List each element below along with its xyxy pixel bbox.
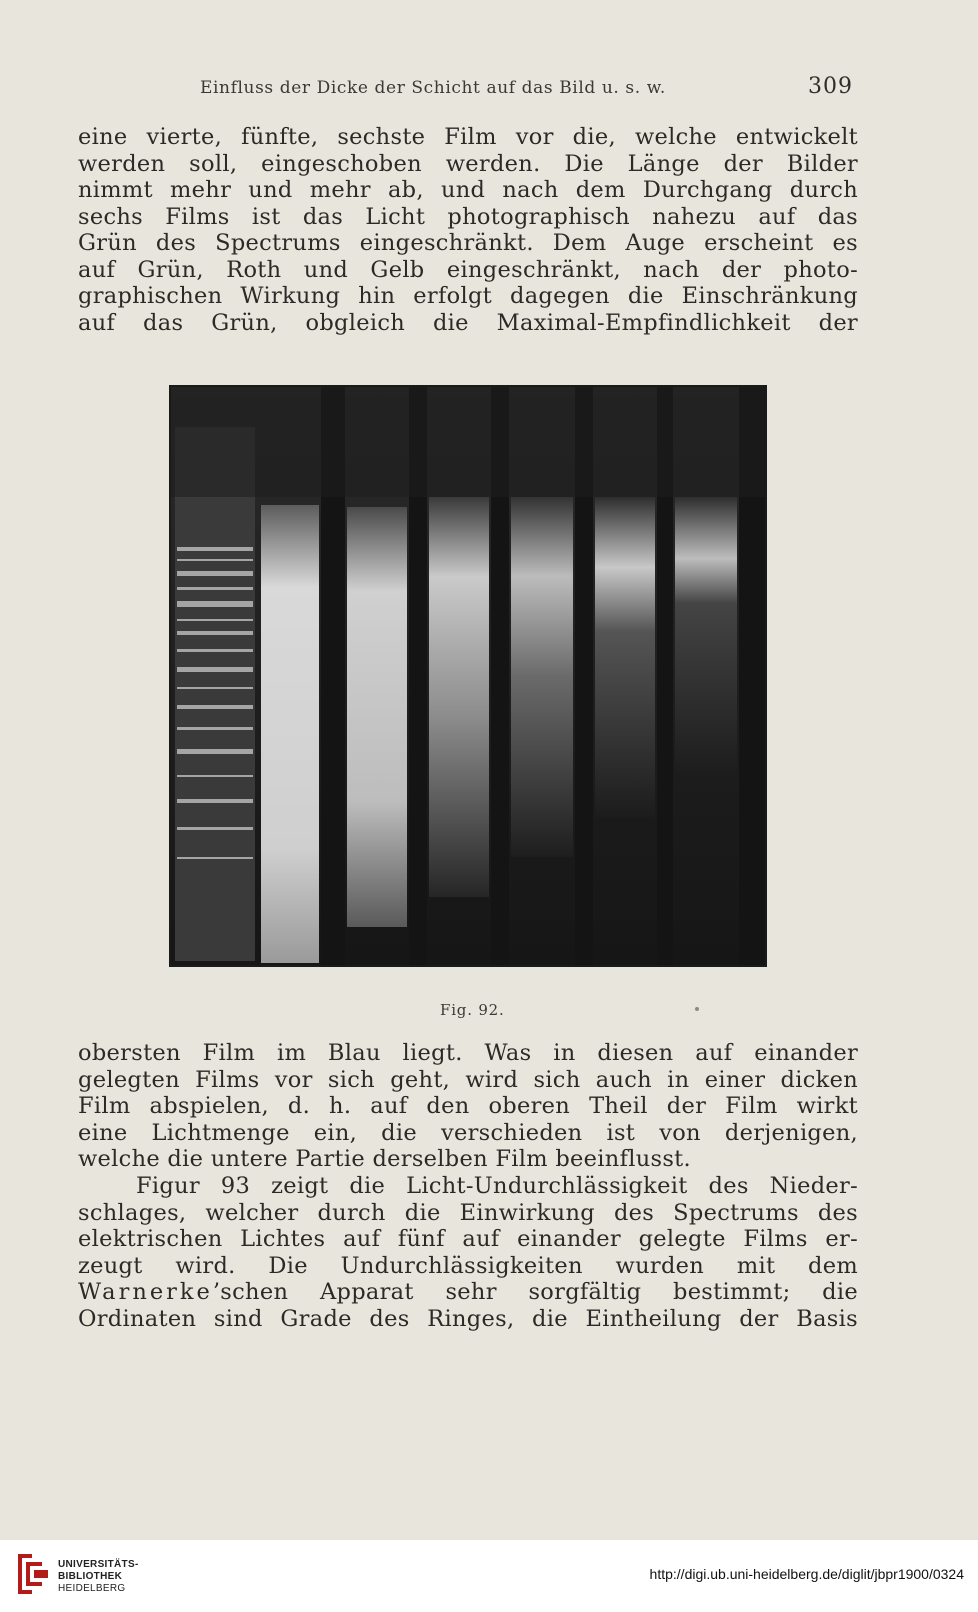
text-line: elektrischen Lichtes auf fünf auf einander gelegte Films er- bbox=[78, 1226, 858, 1252]
paragraph-bottom bbox=[78, 1173, 858, 1332]
page-number: 309 bbox=[808, 74, 853, 99]
text-line: gelegten Films vor sich geht, wird sich auch in einer dicken bbox=[78, 1066, 858, 1093]
figure-92-spectrum-photograph bbox=[169, 385, 767, 967]
text-line: schlages, welcher durch die Einwirkung des Spectrums des bbox=[78, 1199, 858, 1226]
text-line: eine vierte, fünfte, sechste Film vor die, welche entwickelt bbox=[78, 124, 858, 150]
text-line: nimmt mehr und mehr ab, und nach dem Durchgang durch bbox=[78, 177, 858, 203]
text-line: auf Grün, Roth und Gelb eingeschränkt, nach der photo- bbox=[78, 256, 858, 283]
spectrum-photo-illustration bbox=[171, 387, 765, 965]
paragraph-middle bbox=[78, 1040, 858, 1173]
author-name-spaced: Warnerke bbox=[78, 1279, 213, 1305]
text-line: Grün des Spectrums eingeschränkt. Dem Auge erscheint es bbox=[78, 230, 858, 256]
paragraph-top bbox=[78, 124, 858, 336]
text-line: auf das Grün, obgleich die Maximal-Empfindlichkeit der bbox=[78, 309, 858, 336]
running-title: Einfluss der Dicke der Schicht auf das Bild u. s. w. bbox=[200, 78, 666, 98]
source-url-link[interactable]: http://digi.ub.uni-heidelberg.de/diglit/jbpr1900/0324 bbox=[649, 1566, 964, 1582]
library-name-line: HEIDELBERG bbox=[58, 1583, 126, 1594]
figure-caption: Fig. 92. bbox=[440, 1001, 505, 1019]
library-name-line: UNIVERSITÄTS- bbox=[58, 1559, 139, 1570]
text-line: zeugt wird. Die Undurchlässigkeiten wurden mit dem bbox=[78, 1252, 858, 1279]
text-line: Ordinaten sind Grade des Ringes, die Eintheilung der Basis bbox=[78, 1305, 858, 1332]
text-line bbox=[78, 1279, 858, 1306]
library-name-line: BIBLIOTHEK bbox=[58, 1571, 123, 1582]
text-line: Figur 93 zeigt die Licht-Undurchlässigkeit des Nieder- bbox=[136, 1173, 858, 1199]
digitization-footer bbox=[0, 1540, 978, 1612]
text-line: graphischen Wirkung hin erfolgt dagegen die Einschränkung bbox=[78, 283, 858, 309]
text-line-rest: ’schen Apparat sehr sorgfältig bestimmt; die bbox=[212, 1279, 858, 1305]
text-line: obersten Film im Blau liegt. Was in diesen auf einander bbox=[78, 1040, 858, 1066]
text-line: werden soll, eingeschoben werden. Die Länge der Bilder bbox=[78, 150, 858, 177]
text-line: Film abspielen, d. h. auf den oberen Theil der Film wirkt bbox=[78, 1093, 858, 1119]
text-line: welche die untere Partie derselben Film beeinflusst. bbox=[78, 1146, 691, 1172]
print-speck bbox=[695, 1007, 699, 1011]
library-logo-icon bbox=[12, 1550, 52, 1598]
text-line: eine Lichtmenge ein, die verschieden ist von derjenigen, bbox=[78, 1119, 858, 1146]
text-line: sechs Films ist das Licht photographisch nahezu auf das bbox=[78, 203, 858, 230]
library-name bbox=[58, 1559, 139, 1595]
